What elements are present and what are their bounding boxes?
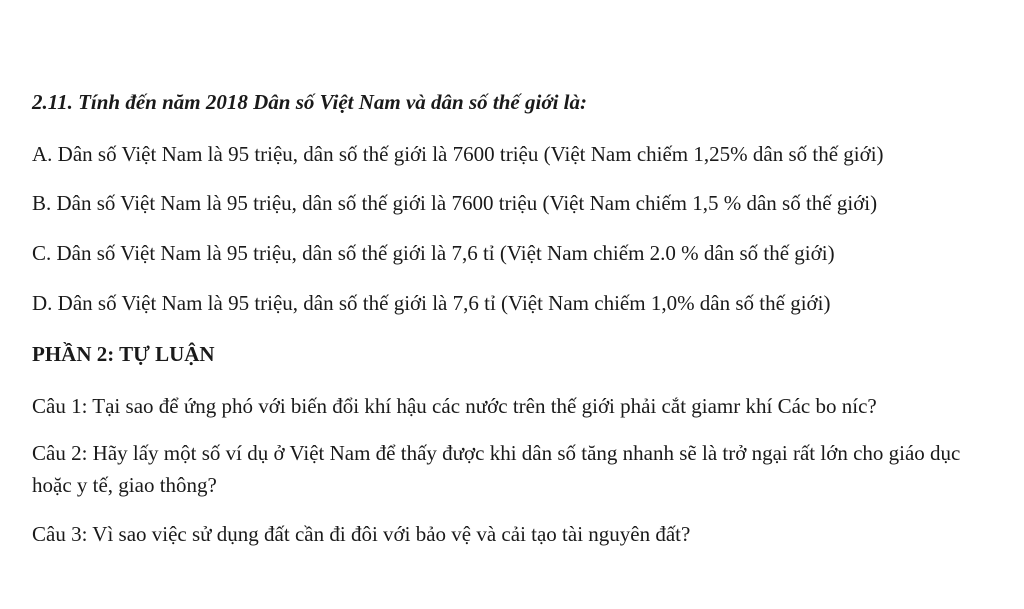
option-c: C. Dân số Việt Nam là 95 triệu, dân số thế giới là 7,6 tỉ (Việt Nam chiếm 2.0 % dân số thế giới) bbox=[32, 241, 835, 265]
essay-question-2: Câu 2: Hãy lấy một số ví dụ ở Việt Nam để thấy được khi dân số tăng nhanh sẽ là trở ngại rất lớn cho giáo dục hoặc y tế, giao thông? bbox=[32, 441, 961, 497]
section-title: PHẦN 2: TỰ LUẬN bbox=[32, 342, 215, 366]
essay-question-1: Câu 1: Tại sao để ứng phó với biến đổi khí hậu các nước trên thế giới phải cắt giamr khí Các bo níc? bbox=[32, 394, 877, 418]
option-b: B. Dân số Việt Nam là 95 triệu, dân số thế giới là 7600 triệu (Việt Nam chiếm 1,5 % dân số thế giới) bbox=[32, 191, 878, 215]
option-d: D. Dân số Việt Nam là 95 triệu, dân số thế giới là 7,6 tỉ (Việt Nam chiếm 1,0% dân số thế giới) bbox=[32, 291, 831, 315]
essay-question-3: Câu 3: Vì sao việc sử dụng đất cần đi đôi với bảo vệ và cải tạo tài nguyên đất? bbox=[32, 522, 691, 546]
question-title: 2.11. Tính đến năm 2018 Dân số Việt Nam và dân số thế giới là: bbox=[32, 90, 588, 114]
option-a: A. Dân số Việt Nam là 95 triệu, dân số thế giới là 7600 triệu (Việt Nam chiếm 1,25% dân số thế giới) bbox=[32, 142, 884, 166]
